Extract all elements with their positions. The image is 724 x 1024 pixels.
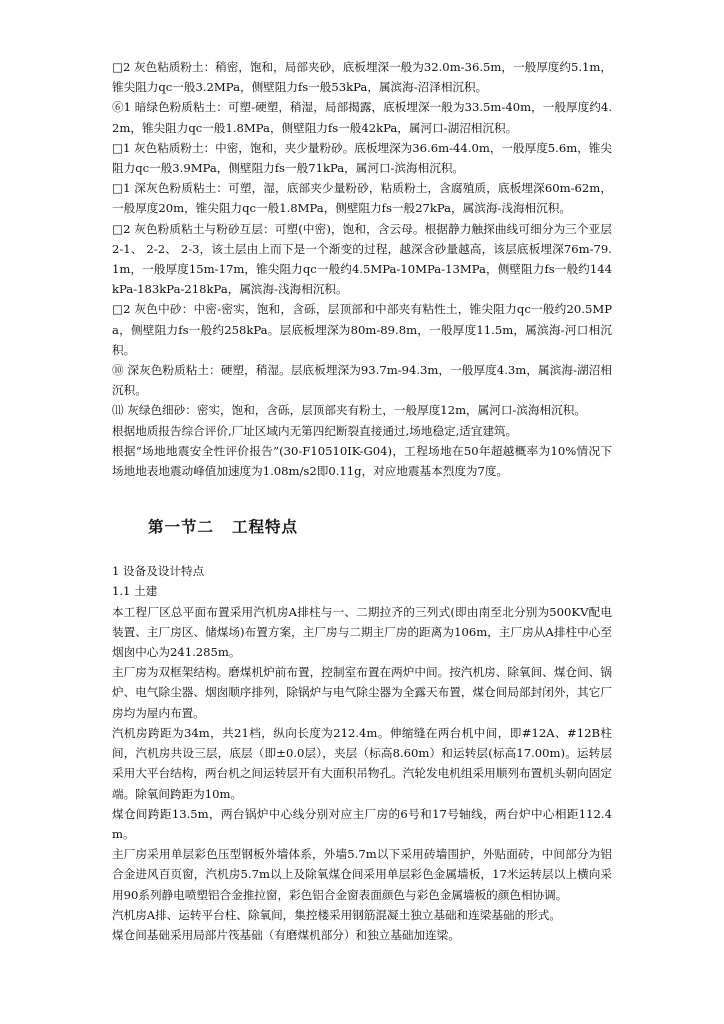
section-heading-title: 工程特点 [232, 518, 299, 537]
section-heading [148, 515, 612, 537]
paragraph: ⑾ 灰绿色细砂：密实，饱和，含砾，层顶部夹有粉土，一般厚度12m，属河口-滨海相沉积。 [112, 403, 586, 418]
paragraph: □1 深灰色粉质粘土：可塑，湿，底部夹少量粉砂，粘质粉土，含腐殖质，底板埋深60m-62m，一般厚度20m，锥尖阻力qc一般1.8MPa，侧壁阻力fs一般27kPa，属滨海-浅海相沉积。 [112, 181, 612, 216]
paragraph: 汽机房跨距为34m，共21档，纵向长度为212.4m。伸缩缝在两台机中间，即#12A、#12B柱间，汽机房共设三层，底层（即±0.0层），夹层（标高8.60m）和运转层(标高17.00m)。运转层采用大平台结构，两台机之间运转层开有大面积吊物孔。汽轮发电机组采用顺列布置机头朝向固定端。除氧间跨距为10m。 [112, 725, 612, 801]
paragraph: ⑩ 深灰色粉质粘土：硬塑，稍湿。层底板埋深为93.7m-94.3m，一般厚度4.3m，属滨海-湖沼相沉积。 [112, 363, 612, 398]
paragraph: 根据“场地地震安全性评价报告”(30-F10510IK-G04)，工程场地在50年超越概率为10%情况下场地地表地震动峰值加速度为1.08m/s2即0.11g，对应地震基本烈度为7度。 [112, 443, 612, 479]
paragraph: 煤仓间跨距13.5m，两台锅炉中心线分别对应主厂房的6号和17号轴线，两台炉中心相距112.4m。 [112, 806, 612, 841]
paragraph: □2 灰色粘质粉土：稍密，饱和，局部夹砂，底板埋深一般为32.0m-36.5m，一般厚度约5.1m，锥尖阻力qc一般3.2MPa，侧壁阻力fs一般53kPa，属滨海-沼泽相沉积。 [112, 60, 612, 95]
paragraph: 主厂房采用单层彩色压型钢板外墙体系，外墙5.7m以下采用砖墙围护，外贴面砖，中间部分为铝合金进风百页窗，汽机房5.7m以上及除氧煤仓间采用单层彩色金属墙板，17米运转层以上横向采用90系列静电喷塑铝合金推拉窗，彩色铝合金窗表面颜色与彩色金属墙板的颜色相协调。 [112, 847, 612, 902]
subheading: 1.1 土建 [112, 584, 158, 599]
paragraph: 本工程厂区总平面布置采用汽机房A排柱与一、二期拉齐的三列式(即由南至北分别为500KV配电装置、主厂房区、储煤场)布置方案，主厂房与二期主厂房的距离为106m，主厂房从A排柱中心至烟囱中心为241.285m。 [112, 604, 612, 660]
paragraph: 煤仓间基础采用局部片筏基础（有磨煤机部分）和独立基础加连梁。 [112, 927, 460, 942]
engineering-features-section [112, 561, 612, 945]
paragraph: ⑥1 暗绿色粉质粘土：可塑-硬塑，稍湿，局部揭露，底板埋深一般为33.5m-40m，一般厚度约4.2m，锥尖阻力qc一般1.8MPa，侧壁阻力fs一般42kPa，属河口-湖沼相沉积。 [112, 100, 612, 135]
paragraph: 主厂房为双框架结构。磨煤机炉前布置，控制室布置在两炉中间。按汽机房、除氧间、煤仓间、锅炉、电气除尘器、烟囱顺序排列，除锅炉与电气除尘器为全露天布置，煤仓间局部封闭外，其它厂房均为屋内布置。 [112, 665, 612, 720]
paragraph: 汽机房A排、运转平台柱、除氧间，集控楼采用钢筋混凝土独立基础和连梁基础的形式。 [112, 907, 561, 922]
geology-section [112, 57, 612, 481]
paragraph: □2 灰色粉质粘土与粉砂互层：可塑(中密)，饱和，含云母。根据静力触探曲线可细分为三个亚层 2-1、 2-2、 2-3，该土层由上而下是一个渐变的过程，越深含砂量越高，该层底板埋深76m-79.1m，一般厚度15m-17m，锥尖阻力qc一般约4.5MPa-10MPa-13MPa，侧壁阻力fs一般约144kPa-183kPa-218kPa，属滨海-浅海相沉积。 [112, 221, 612, 297]
paragraph: □2 灰色中砂：中密-密实，饱和，含砾，层顶部和中部夹有粘性土，锥尖阻力qc一般约20.5MPa，侧壁阻力fs一般约258kPa。层底板埋深为80m-89.8m，一般厚度11.5m，属滨海-河口相沉积。 [112, 302, 612, 357]
paragraph: 根据地质报告综合评价,厂址区域内无第四纪断裂直接通过,场地稳定,适宜建筑。 [112, 423, 518, 438]
paragraph: □1 灰色粘质粉土：中密，饱和，夹少量粉砂。底板埋深为36.6m-44.0m，一般厚度5.6m，锥尖阻力qc一般3.9MPa，侧壁阻力fs一般71kPa，属河口-滨海相沉积。 [112, 140, 612, 176]
section-heading-number: 第一节二 [148, 518, 215, 537]
subheading: 1 设备及设计特点 [112, 564, 205, 579]
